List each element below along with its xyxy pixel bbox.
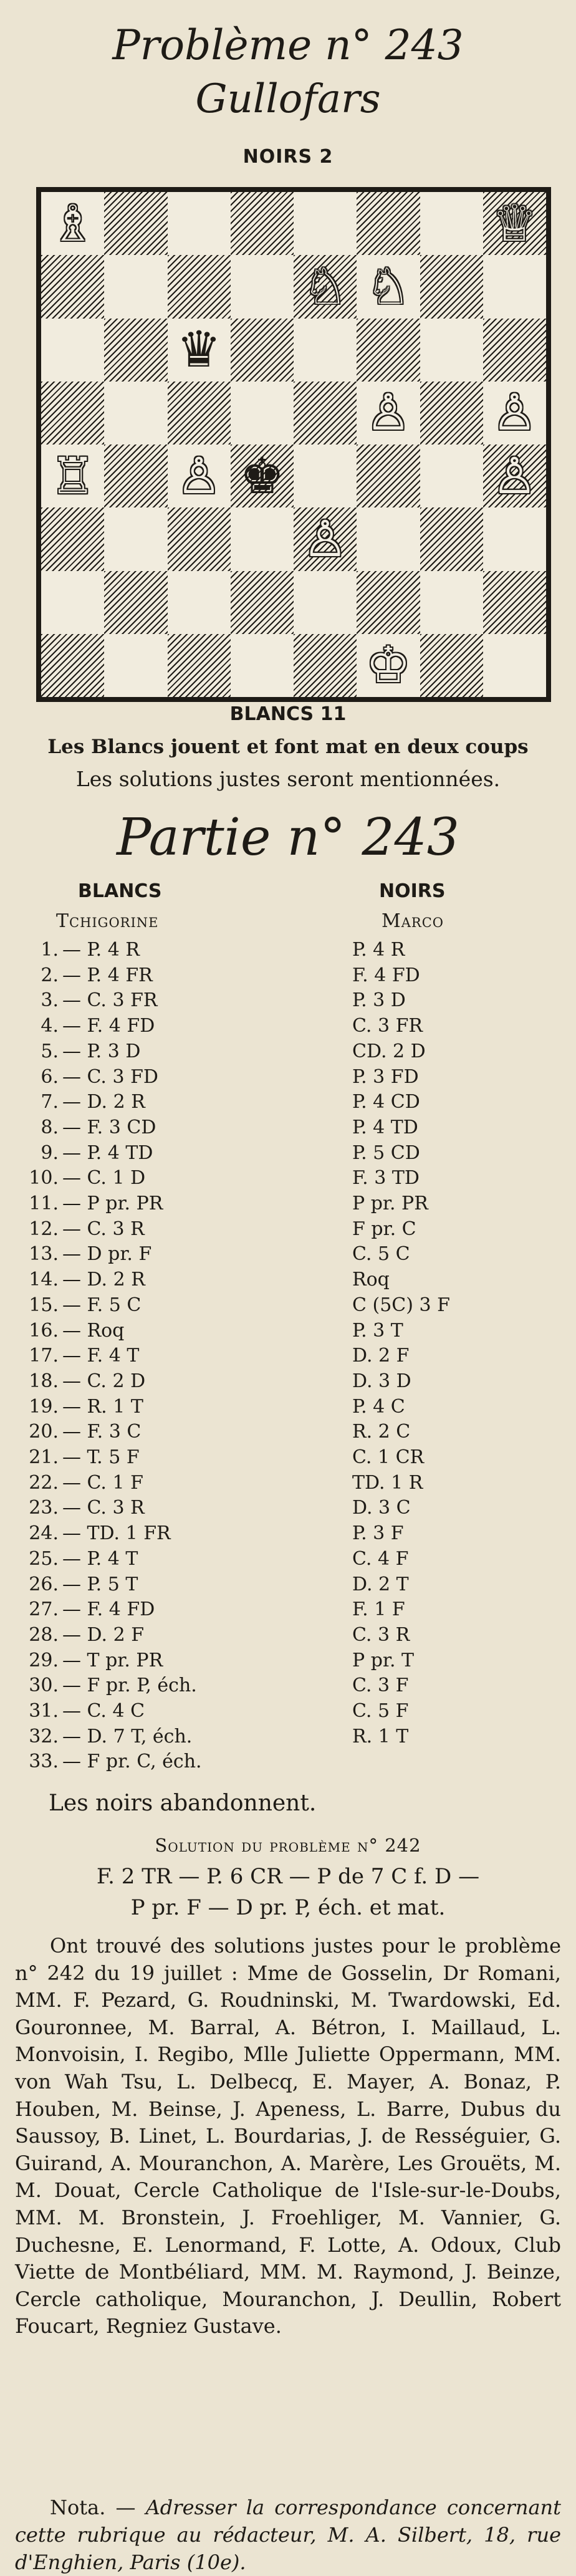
move-number: 5. bbox=[41, 1040, 59, 1062]
black-move: F pr. C bbox=[352, 1218, 416, 1240]
problem-title: Problème n° 243 bbox=[112, 21, 464, 69]
white-move: — D. 2 R bbox=[62, 1091, 145, 1113]
board-square bbox=[294, 319, 357, 382]
board-square bbox=[41, 255, 104, 318]
board-square bbox=[294, 445, 357, 507]
white-pawn-icon: ♙ bbox=[492, 383, 537, 442]
white-move: — F pr. P, éch. bbox=[62, 1675, 197, 1697]
white-move: — D. 2 F bbox=[62, 1623, 145, 1646]
game-title: Partie n° 243 bbox=[117, 808, 459, 867]
white-move: — F. 4 FD bbox=[62, 1598, 155, 1621]
white-move: — P. 3 D bbox=[62, 1040, 141, 1062]
board-square bbox=[168, 634, 231, 697]
black-move: F. 4 FD bbox=[352, 964, 420, 986]
black-move: C. 5 C bbox=[352, 1243, 410, 1266]
board-square bbox=[294, 571, 357, 634]
board-square bbox=[294, 634, 357, 697]
black-king-icon: ♚ bbox=[239, 446, 285, 505]
board-square bbox=[483, 634, 546, 697]
white-move: — T. 5 F bbox=[62, 1446, 140, 1468]
board-square bbox=[168, 255, 231, 318]
white-move: — T pr. PR bbox=[62, 1649, 163, 1671]
black-move: P. 4 CD bbox=[352, 1091, 420, 1113]
white-rook-icon: ♖ bbox=[50, 446, 95, 505]
white-move: — F. 3 C bbox=[62, 1421, 142, 1443]
white-move: — C. 3 FD bbox=[62, 1065, 158, 1088]
move-number: 11. bbox=[29, 1193, 59, 1214]
move-number: 13. bbox=[29, 1243, 59, 1266]
board-square bbox=[41, 507, 104, 570]
move-number: 25. bbox=[29, 1547, 59, 1570]
move-number: 7. bbox=[41, 1091, 59, 1113]
black-header: NOIRS bbox=[379, 880, 446, 902]
solvers-list: Ont trouvé des solutions justes pour le problème n° 242 du 19 juillet : Mme de Gosselin, Dr Romani, MM. F. Pezard, G. Roudninski, M. Twardowski, Ed. Gouronnee, M. Barral, A. Bétron, I. Maillaud, L. Monvoisin, I. Regibo, Mlle Juliette Oppermann, MM. von Wah Tsu, L. Delbecq, E. Mayer, A. Bonaz, P. Houben, M. Beinse, J. Apeness, L. Barre, Dubus du Saussoy, B. Linet, L. Bourdarias, J. de Rességuier, G. Guirand, A. Mouranchon, A. Marère, Les Grouëts, M. M. Douat, Cercle Catholique de l'Isle-sur-le-Doubs, MM. M. Bronstein, J. Froehliger, M. Vannier, G. Duchesne, E. Lenormand, F. Lotte, A. Odoux, Club Viette de Montbéliard, MM. M. Raymond, J. Beinze, Cercle catholique, Mouranchon, J. Deullin, Robert Foucart, Regniez Gustave. bbox=[15, 1934, 561, 2338]
board-square bbox=[168, 571, 231, 634]
white-pawn-icon: ♙ bbox=[366, 383, 411, 442]
white-move: — P. 5 T bbox=[62, 1573, 138, 1595]
board-square bbox=[41, 571, 104, 634]
chess-board bbox=[36, 187, 551, 702]
move-number: 17. bbox=[29, 1345, 59, 1367]
white-move: — F. 4 T bbox=[62, 1345, 140, 1367]
board-square bbox=[41, 382, 104, 445]
white-pawn-icon: ♙ bbox=[176, 446, 221, 505]
move-number: 4. bbox=[41, 1015, 59, 1037]
board-square bbox=[104, 571, 167, 634]
board-square bbox=[357, 507, 420, 570]
white-knight-icon: ♘ bbox=[302, 257, 348, 315]
black-move: C. 4 F bbox=[352, 1547, 409, 1570]
board-square bbox=[357, 571, 420, 634]
black-move: D. 3 D bbox=[352, 1370, 411, 1392]
move-number: 32. bbox=[29, 1725, 59, 1747]
move-number: 6. bbox=[41, 1065, 59, 1088]
board-square bbox=[420, 319, 483, 382]
black-move: P pr. PR bbox=[352, 1193, 428, 1214]
black-move: C. 1 CR bbox=[352, 1446, 425, 1468]
board-square bbox=[420, 445, 483, 507]
problem-author: Gullofars bbox=[195, 76, 381, 122]
board-square bbox=[104, 445, 167, 507]
black-move: D. 3 C bbox=[352, 1497, 411, 1519]
black-move: F. 3 TD bbox=[352, 1167, 420, 1189]
board-square bbox=[420, 255, 483, 318]
black-move: C. 3 FR bbox=[352, 1015, 423, 1037]
move-number: 18. bbox=[29, 1370, 59, 1392]
white-move: — F. 5 C bbox=[62, 1294, 142, 1316]
white-pawn-icon: ♙ bbox=[492, 446, 537, 505]
abandon-text: Les noirs abandonnent. bbox=[49, 1790, 317, 1816]
board-square bbox=[231, 382, 294, 445]
board-square bbox=[168, 507, 231, 570]
board-square bbox=[41, 634, 104, 697]
black-move: F. 1 F bbox=[352, 1598, 405, 1621]
white-player: Tchigorine bbox=[56, 910, 159, 932]
board-square bbox=[420, 382, 483, 445]
move-number: 14. bbox=[29, 1269, 59, 1291]
black-label: NOIRS 2 bbox=[242, 146, 334, 168]
board-square bbox=[294, 192, 357, 255]
white-move: — C. 3 FR bbox=[62, 989, 158, 1012]
move-number: 28. bbox=[29, 1623, 59, 1646]
solution-line-1: F. 2 TR — P. 6 CR — P de 7 C f. D — bbox=[96, 1864, 480, 1889]
move-number: 20. bbox=[29, 1421, 59, 1443]
white-move: — TD. 1 FR bbox=[62, 1522, 171, 1545]
black-move: R. 2 C bbox=[352, 1421, 411, 1443]
white-move: — Roq bbox=[62, 1319, 125, 1342]
board-square bbox=[231, 319, 294, 382]
move-number: 33. bbox=[29, 1751, 59, 1773]
white-move: — P pr. PR bbox=[62, 1193, 163, 1214]
white-move: — R. 1 T bbox=[62, 1395, 143, 1418]
black-move: P. 4 TD bbox=[352, 1116, 418, 1138]
move-number: 9. bbox=[41, 1141, 59, 1164]
black-move: P. 5 CD bbox=[352, 1141, 420, 1164]
black-move: C. 3 F bbox=[352, 1675, 409, 1697]
board-square bbox=[357, 319, 420, 382]
white-move: — P. 4 T bbox=[62, 1547, 138, 1570]
board-square bbox=[104, 319, 167, 382]
board-square bbox=[357, 445, 420, 507]
board-square bbox=[483, 571, 546, 634]
move-number: 1. bbox=[41, 939, 59, 961]
black-move: P. 4 C bbox=[352, 1395, 405, 1418]
white-queen-icon: ♕ bbox=[492, 194, 537, 252]
white-move: — C. 3 R bbox=[62, 1218, 145, 1240]
black-queen-icon: ♛ bbox=[176, 320, 221, 379]
move-number: 16. bbox=[29, 1319, 59, 1342]
board-square bbox=[483, 255, 546, 318]
black-move: P. 3 D bbox=[352, 989, 406, 1012]
white-king-icon: ♔ bbox=[366, 636, 411, 694]
white-move: — P. 4 FR bbox=[62, 964, 153, 986]
black-move: TD. 1 R bbox=[352, 1471, 423, 1494]
nota-paragraph bbox=[15, 2494, 561, 2576]
move-number: 24. bbox=[29, 1522, 59, 1545]
black-move: Roq bbox=[352, 1269, 390, 1291]
black-move: P. 4 R bbox=[352, 939, 405, 961]
white-move: — P. 4 TD bbox=[62, 1141, 153, 1164]
move-number: 2. bbox=[41, 964, 59, 986]
black-move: P. 3 F bbox=[352, 1522, 404, 1545]
white-move: — F. 4 FD bbox=[62, 1015, 155, 1037]
move-number: 29. bbox=[29, 1649, 59, 1671]
board-square bbox=[420, 192, 483, 255]
white-move: — P. 4 R bbox=[62, 939, 140, 961]
black-player: Marco bbox=[382, 910, 444, 932]
move-number: 22. bbox=[29, 1471, 59, 1494]
move-number: 15. bbox=[29, 1294, 59, 1316]
white-label: BLANCS 11 bbox=[229, 703, 347, 725]
board-square bbox=[231, 634, 294, 697]
white-move: — D pr. F bbox=[62, 1243, 152, 1266]
move-number: 21. bbox=[29, 1446, 59, 1468]
board-square bbox=[41, 319, 104, 382]
board-square bbox=[420, 634, 483, 697]
board-square bbox=[357, 192, 420, 255]
board-square bbox=[483, 507, 546, 570]
solution-title: Solution du problème n° 242 bbox=[155, 1835, 421, 1856]
move-number: 30. bbox=[29, 1675, 59, 1697]
move-number: 26. bbox=[29, 1573, 59, 1595]
black-move: D. 2 T bbox=[352, 1573, 409, 1595]
black-move: P. 3 FD bbox=[352, 1065, 419, 1088]
board-square bbox=[483, 319, 546, 382]
move-number: 27. bbox=[29, 1598, 59, 1621]
black-move: C. 5 F bbox=[352, 1700, 409, 1722]
white-move: — F pr. C, éch. bbox=[62, 1751, 202, 1773]
move-number: 3. bbox=[41, 989, 59, 1012]
board-square bbox=[294, 382, 357, 445]
black-move: C (5C) 3 F bbox=[352, 1294, 450, 1316]
white-pawn-icon: ♙ bbox=[302, 509, 348, 568]
board-square bbox=[104, 255, 167, 318]
move-number: 12. bbox=[29, 1218, 59, 1240]
nota-text: Adresser la correspondance concernant cette rubrique au rédacteur, M. A. Silbert, 18, rue d'Enghien, Paris (10e). bbox=[15, 2496, 562, 2574]
board-square bbox=[420, 507, 483, 570]
white-move: — C. 2 D bbox=[62, 1370, 146, 1392]
white-knight-icon: ♘ bbox=[366, 257, 411, 315]
board-square bbox=[231, 507, 294, 570]
white-move: — D. 7 T, éch. bbox=[62, 1725, 193, 1747]
board-square bbox=[168, 192, 231, 255]
white-move: — C. 1 F bbox=[62, 1471, 143, 1494]
nota-label: Nota. — bbox=[50, 2496, 136, 2519]
board-square bbox=[231, 255, 294, 318]
board-square bbox=[231, 571, 294, 634]
black-move: P pr. T bbox=[352, 1649, 415, 1671]
board-square bbox=[104, 634, 167, 697]
board-square bbox=[168, 382, 231, 445]
white-move: — C. 4 C bbox=[62, 1700, 145, 1722]
problem-instructions: Les Blancs jouent et font mat en deux coups bbox=[47, 736, 529, 758]
solution-line-2: P pr. F — D pr. P, éch. et mat. bbox=[130, 1895, 446, 1920]
white-move: — F. 3 CD bbox=[62, 1116, 156, 1138]
white-bishop-icon: ♗ bbox=[50, 194, 95, 252]
move-number: 8. bbox=[41, 1116, 59, 1138]
solutions-mention: Les solutions justes seront mentionnées. bbox=[75, 767, 501, 791]
white-move: — C. 3 R bbox=[62, 1497, 145, 1519]
black-move: P. 3 T bbox=[352, 1319, 403, 1342]
black-move: R. 1 T bbox=[352, 1725, 409, 1747]
white-header: BLANCS bbox=[78, 880, 162, 902]
white-move: — C. 1 D bbox=[62, 1167, 146, 1189]
board-square bbox=[104, 507, 167, 570]
move-number: 19. bbox=[29, 1395, 59, 1418]
black-move: C. 3 R bbox=[352, 1623, 410, 1646]
board-square bbox=[104, 382, 167, 445]
board-square bbox=[420, 571, 483, 634]
board-square bbox=[104, 192, 167, 255]
move-number: 23. bbox=[29, 1497, 59, 1519]
black-move: CD. 2 D bbox=[352, 1040, 426, 1062]
white-move: — D. 2 R bbox=[62, 1269, 145, 1291]
board-square bbox=[231, 192, 294, 255]
black-move: D. 2 F bbox=[352, 1345, 410, 1367]
move-number: 10. bbox=[29, 1167, 59, 1189]
move-number: 31. bbox=[29, 1700, 59, 1722]
